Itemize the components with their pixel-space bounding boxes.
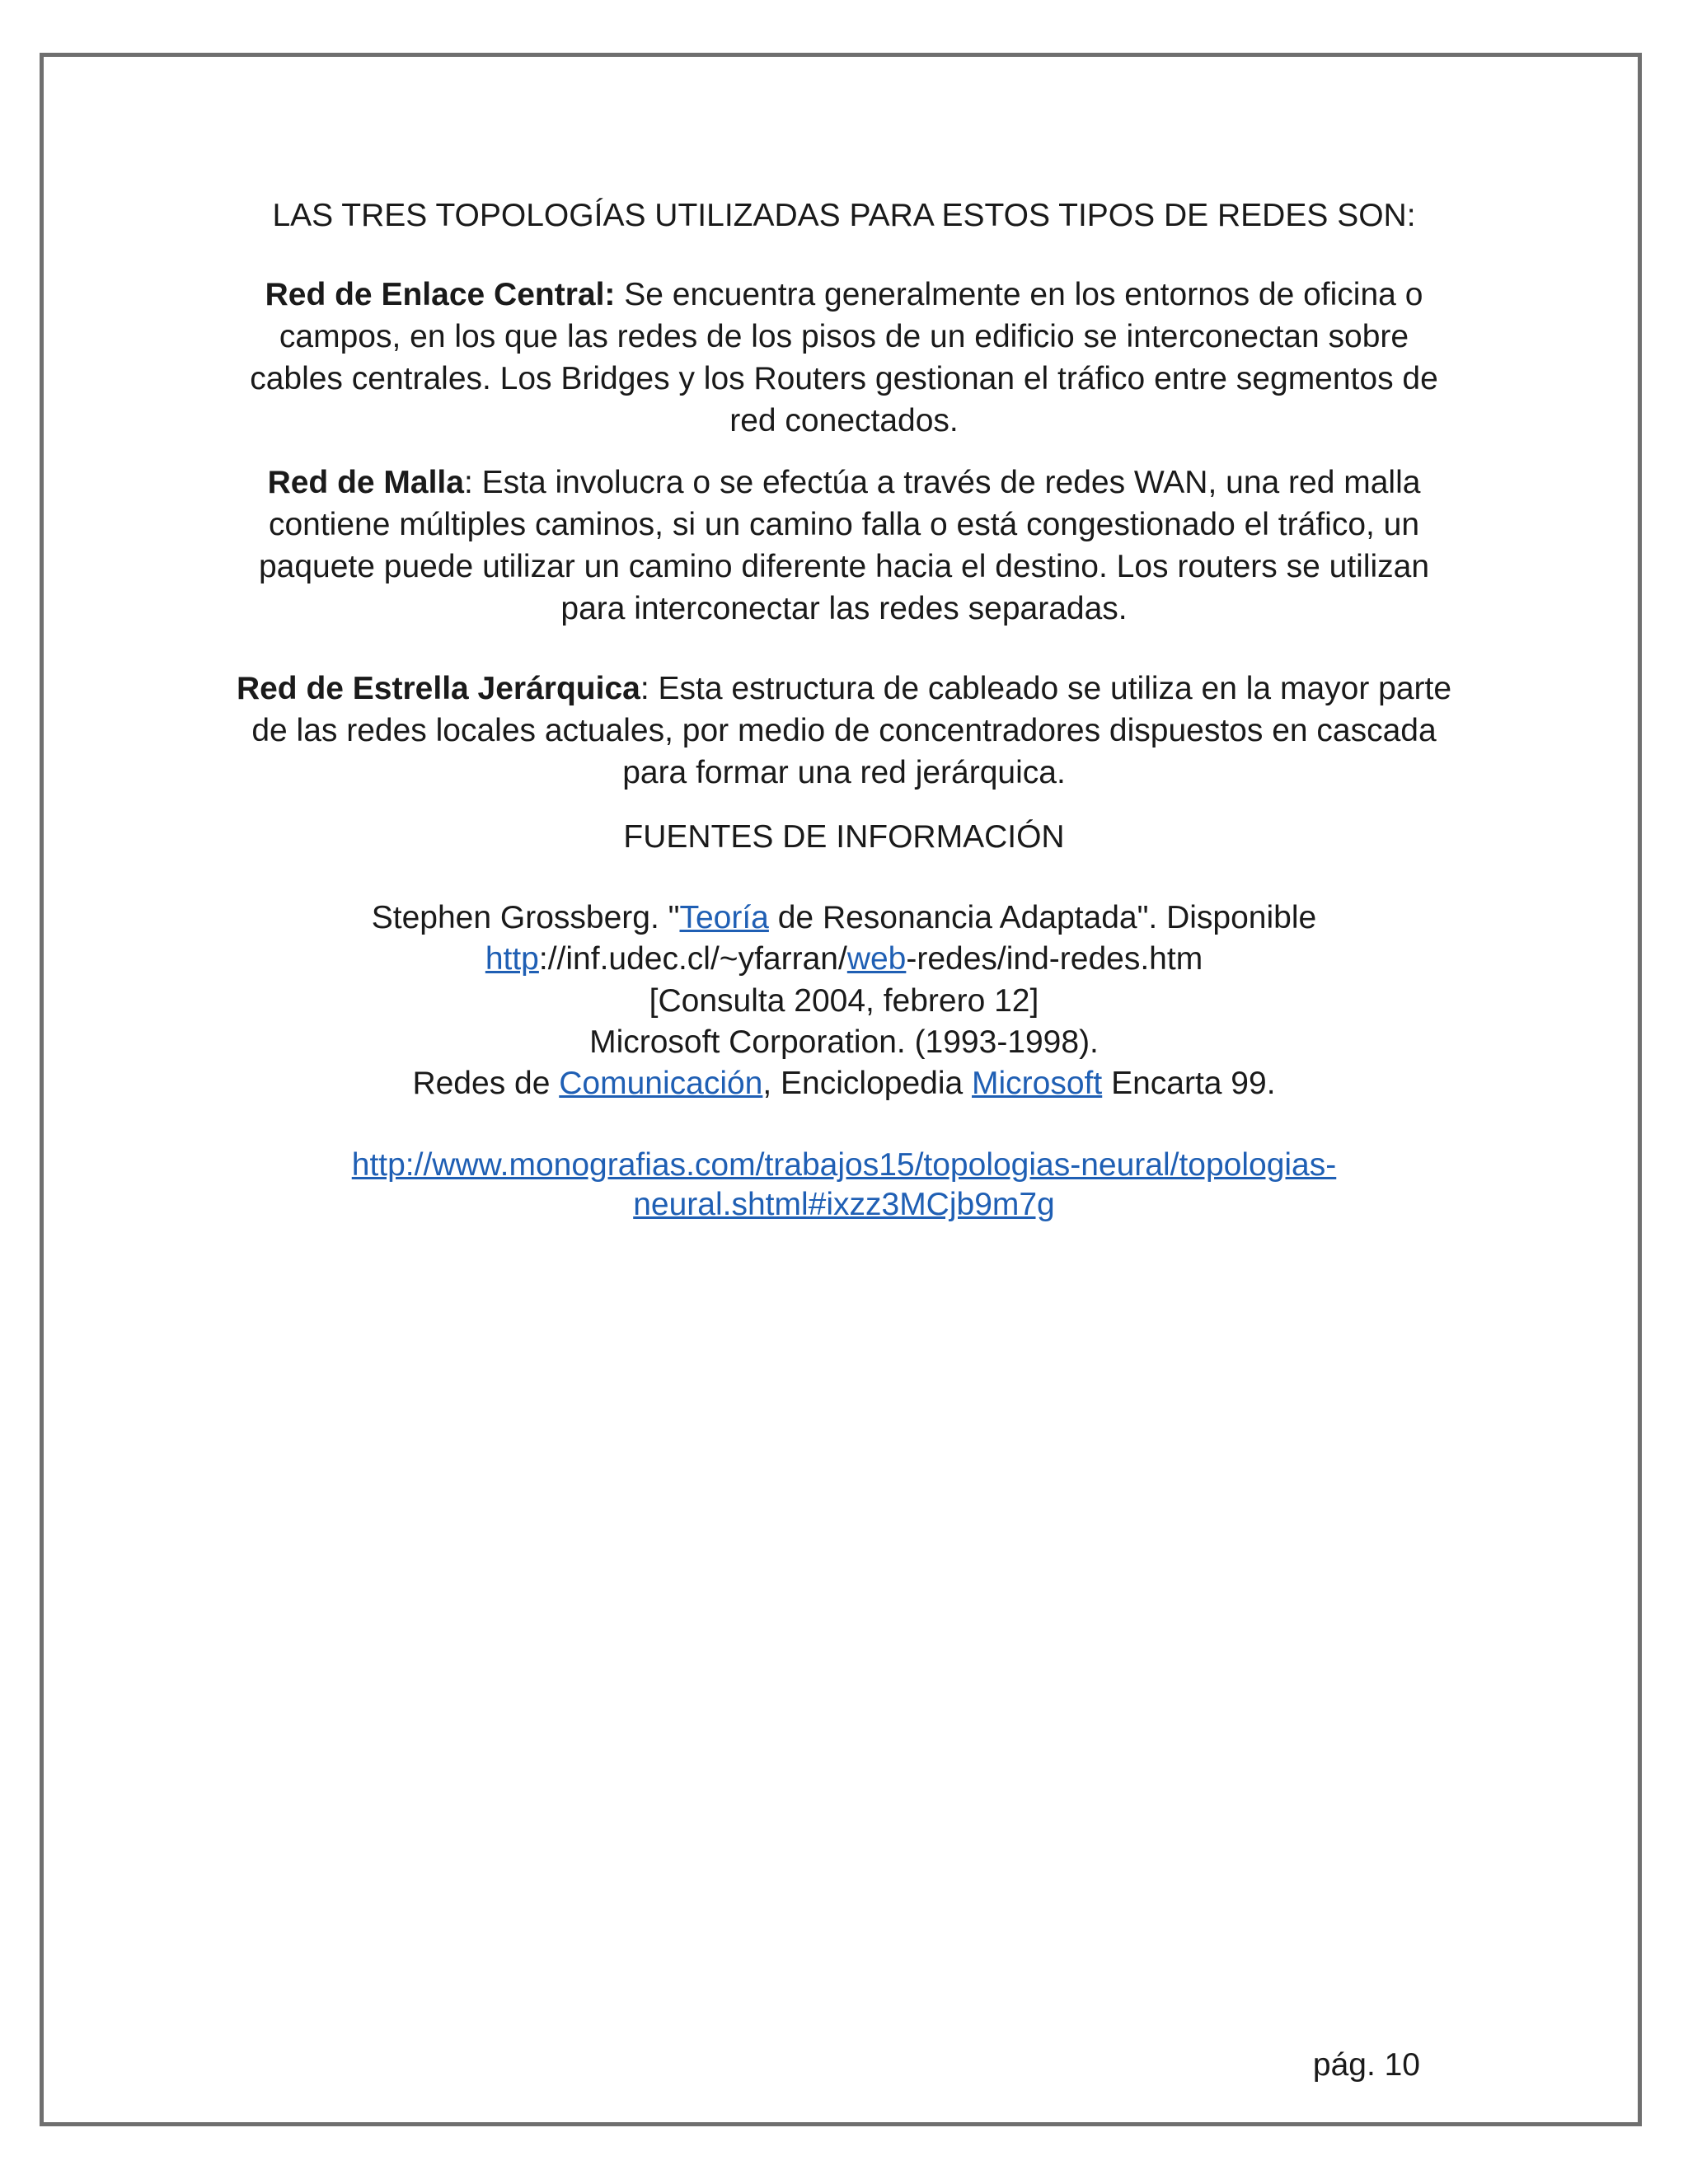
link-http[interactable]: http — [485, 941, 539, 977]
source-url-link-continued[interactable]: neural.shtml#ixzz3MCjb9m7g — [633, 1187, 1055, 1222]
text-malla: : Esta involucra o se efectúa a través de redes WAN, una red malla contiene múltiples caminos, si un camino falla o está congestionado el tráfico, un paquete puede utilizar un camino diferente hacia el destino. Los routers se utilizan para interconectar las redes separadas. — [258, 465, 1430, 626]
link-microsoft[interactable]: Microsoft — [972, 1066, 1103, 1101]
link-teoria[interactable]: Teoría — [679, 900, 769, 935]
term-malla: Red de Malla — [267, 465, 464, 500]
paragraph-estrella-jerarquica — [231, 668, 1457, 794]
source-url-line-1 — [231, 1144, 1457, 1186]
text-enlace-central: Se encuentra generalmente en los entornos de oficina o campos, en los que las redes de los pisos de un edificio se interconectan sobre cables centrales. Los Bridges y los Routers gestionan el tráfico entre segmentos de red conectados. — [250, 277, 1438, 438]
reference-line-1 — [231, 897, 1457, 939]
reference-line-4: Microsoft Corporation. (1993-1998). — [589, 1024, 1099, 1060]
reference-text: Redes de — [412, 1066, 560, 1101]
link-web[interactable]: web — [846, 941, 907, 977]
reference-text: Encarta 99. — [1102, 1066, 1276, 1101]
paragraph-malla — [231, 462, 1457, 630]
source-url-line-2 — [231, 1183, 1457, 1226]
text-estrella-jerarquica: : Esta estructura de cableado se utiliza en la mayor parte de las redes locales actuales, por medio de concentradores dispuestos en cascada para formar una red jerárquica. — [251, 671, 1452, 790]
reference-text: , Enciclopedia — [762, 1066, 973, 1101]
reference-line-5 — [231, 1062, 1457, 1104]
term-estrella-jerarquica: Red de Estrella Jerárquica — [236, 671, 640, 706]
term-enlace-central: Red de Enlace Central: — [265, 277, 616, 312]
reference-text: ://inf.udec.cl/~yfarran/ — [538, 941, 847, 977]
link-comunicacion[interactable]: Comunicación — [559, 1066, 763, 1101]
sources-heading: FUENTES DE INFORMACIÓN — [623, 819, 1065, 855]
section-heading: LAS TRES TOPOLOGÍAS UTILIZADAS PARA ESTOS TIPOS DE REDES SON: — [272, 198, 1416, 233]
reference-line-3: [Consulta 2004, febrero 12] — [649, 983, 1039, 1019]
reference-text: -redes/ind-redes.htm — [906, 941, 1203, 977]
reference-line-2 — [231, 938, 1457, 980]
reference-text: Stephen Grossberg. " — [371, 900, 680, 935]
page-number: pág. 10 — [1312, 2047, 1420, 2083]
reference-text: de Resonancia Adaptada". Disponible — [768, 900, 1317, 935]
paragraph-enlace-central — [231, 274, 1457, 442]
source-url-link[interactable]: http://www.monografias.com/trabajos15/topologias-neural/topologias- — [351, 1147, 1337, 1183]
